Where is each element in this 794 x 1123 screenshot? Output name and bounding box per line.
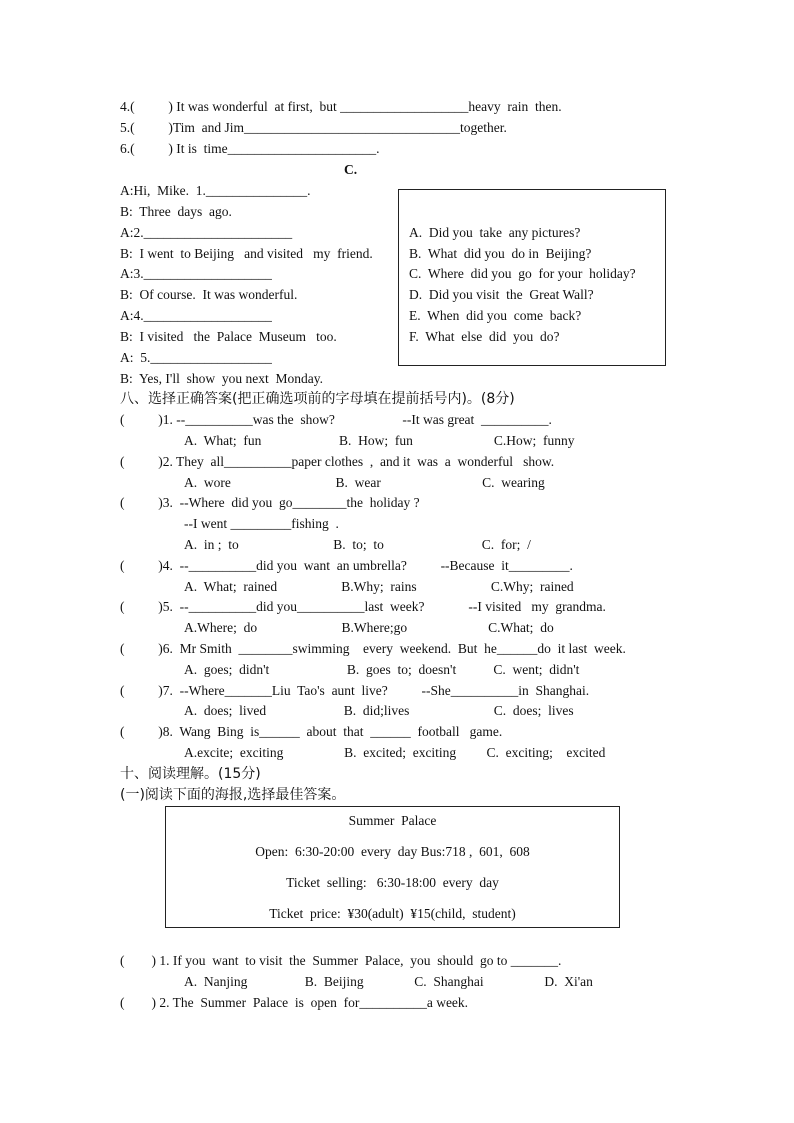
- dialogue-line: B: Yes, I'll show you next Monday.: [120, 371, 323, 386]
- option-b: B. What did you do in Beijing?: [409, 246, 592, 261]
- question-8-6: ( )6. Mr Smith ________swimming every weekend. But he______do it last week.: [120, 641, 626, 656]
- choices-8-1: A. What; fun B. How; fun C.How; funny: [184, 433, 575, 448]
- question-b5: 5.( )Tim and Jim________________________________together.: [120, 120, 507, 135]
- section-10-sub-heading: (一)阅读下面的海报,选择最佳答案。: [120, 787, 346, 803]
- poster-title: Summer Palace: [348, 813, 437, 828]
- question-8-8: ( )8. Wang Bing is______ about that ______ football game.: [120, 724, 503, 739]
- option-a: A. Did you take any pictures?: [409, 225, 581, 240]
- dialogue-line: A: 5.__________________: [120, 350, 272, 365]
- question-8-4: ( )4. --__________did you want an umbrella? --Because it_________.: [120, 558, 573, 573]
- option-e: E. When did you come back?: [409, 308, 582, 323]
- dialogue-line: B: I went to Beijing and visited my friend.: [120, 246, 373, 261]
- reading-question-1: ( ) 1. If you want to visit the Summer Palace, you should go to _______.: [120, 953, 562, 968]
- question-b4: 4.( ) It was wonderful at first, but ___________________heavy rain then.: [120, 99, 562, 114]
- choices-8-3: A. in ; to B. to; to C. for; /: [184, 537, 531, 552]
- option-f: F. What else did you do?: [409, 329, 560, 344]
- dialogue-line: B: Of course. It was wonderful.: [120, 287, 298, 302]
- option-c: C. Where did you go for your holiday?: [409, 266, 636, 281]
- reading-choices-1: A. Nanjing B. Beijing C. Shanghai D. Xi'an: [184, 974, 593, 989]
- choices-8-7: A. does; lived B. did;lives C. does; lives: [184, 703, 574, 718]
- option-d: D. Did you visit the Great Wall?: [409, 287, 594, 302]
- dialogue-line: B: Three days ago.: [120, 204, 232, 219]
- choices-8-8: A.excite; exciting B. excited; exciting C. exciting; excited: [184, 745, 606, 760]
- question-8-7: ( )7. --Where_______Liu Tao's aunt live? --She__________in Shanghai.: [120, 683, 590, 698]
- poster-ticket-price: Ticket price: ¥30(adult) ¥15(child, student): [269, 906, 516, 921]
- choices-8-5: A.Where; do B.Where;go C.What; do: [184, 620, 554, 635]
- section-c-heading: C.: [344, 162, 358, 177]
- reading-question-2: ( ) 2. The Summer Palace is open for__________a week.: [120, 995, 469, 1010]
- section-10-heading: 十、阅读理解。(15分): [120, 766, 261, 782]
- dialogue-line: B: I visited the Palace Museum too.: [120, 329, 337, 344]
- choices-8-6: A. goes; didn't B. goes to; doesn't C. went; didn't: [184, 662, 580, 677]
- section-8-heading: 八、选择正确答案(把正确选项前的字母填在提前括号内)。(8分): [120, 391, 515, 407]
- dialogue-line: A:Hi, Mike. 1._______________.: [120, 183, 311, 198]
- choices-8-2: A. wore B. wear C. wearing: [184, 475, 545, 490]
- poster-ticket-selling: Ticket selling: 6:30-18:00 every day: [286, 875, 499, 890]
- question-8-3-reply: --I went _________fishing .: [184, 516, 339, 531]
- poster-open-hours: Open: 6:30-20:00 every day Bus:718 , 601, 608: [255, 844, 530, 859]
- question-8-3: ( )3. --Where did you go________the holiday ?: [120, 495, 420, 510]
- dialogue-line: A:3.___________________: [120, 266, 272, 281]
- dialogue-line: A:2.______________________: [120, 225, 293, 240]
- dialogue-line: A:4.___________________: [120, 308, 272, 323]
- choices-8-4: A. What; rained B.Why; rains C.Why; rained: [184, 579, 574, 594]
- question-8-2: ( )2. They all__________paper clothes , and it was a wonderful show.: [120, 454, 555, 469]
- question-8-1: ( )1. --__________was the show? --It was great __________.: [120, 412, 552, 427]
- question-b6: 6.( ) It is time______________________.: [120, 141, 380, 156]
- question-8-5: ( )5. --__________did you__________last week? --I visited my grandma.: [120, 599, 606, 614]
